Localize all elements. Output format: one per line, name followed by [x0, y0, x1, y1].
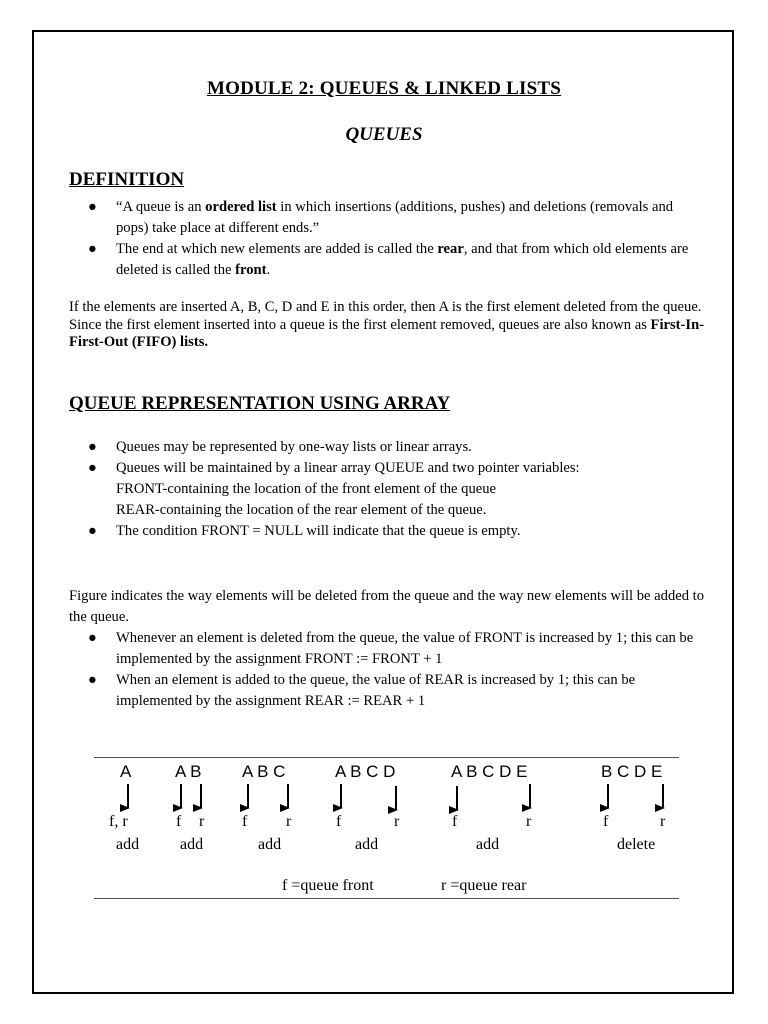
fifo-paragraph: If the elements are inserted A, B, C, D and E in this order, then A is the first element deleted from the queue. Since the first element inserted into a queue is the first element removed, queues are also known as First-In-First-Out (FIFO) lists. [69, 299, 705, 350]
list-item: ● “A queue is an ordered list in which insertions (additions, pushes) and deletions (removals and pops) take place at different ends.” [88, 199, 674, 236]
pointer-label: f, r [109, 813, 128, 830]
representation-heading: QUEUE REPRESENTATION USING ARRAY [69, 393, 451, 414]
operation-label: add [355, 836, 379, 853]
pointer-label: r [286, 813, 292, 830]
list-item: ● Queues may be represented by one-way lists or linear arrays. [69, 437, 709, 458]
bullet-icon: ● [88, 630, 97, 646]
legend-front: f =queue front [282, 877, 374, 894]
bullet-icon: ● [88, 523, 97, 539]
bullet-icon: ● [88, 439, 97, 455]
bullet-icon: ● [88, 241, 97, 257]
list-item: ● Whenever an element is deleted from the queue, the value of FRONT is increased by 1; this can be implemented by the assignment FRONT := FRONT + 1 [88, 630, 694, 667]
operation-label: add [116, 836, 140, 853]
operation-label: add [180, 836, 204, 853]
operation-label: add [258, 836, 282, 853]
queue-state-6: B C D E [601, 762, 663, 781]
figure-paragraph: Figure indicates the way elements will be deleted from the queue and the way new elements will be added to the queue. [69, 588, 705, 625]
legend-rear: r =queue rear [441, 877, 527, 894]
page-subtitle: QUEUES [345, 124, 423, 145]
pointer-label: f [176, 813, 182, 830]
pointer-label: r [660, 813, 666, 830]
module-title: MODULE 2: QUEUES & LINKED LISTS [206, 78, 562, 99]
list-item: ● Queues will be maintained by a linear array QUEUE and two pointer variables: FRONT-containing the location of the front element of the queue REAR-containing the location of the rear element of the queue. [88, 460, 580, 518]
bullet-icon: ● [88, 460, 97, 476]
pointer-label: f [452, 813, 458, 830]
queue-state-5: A B C D E [451, 762, 528, 781]
pointer-label: f [336, 813, 342, 830]
pointer-label: f [242, 813, 248, 830]
operation-label: delete [617, 836, 656, 853]
pointer-label: r [394, 813, 400, 830]
queue-state-2: A B [175, 762, 202, 781]
pointer-label: r [526, 813, 532, 830]
bullet-icon: ● [88, 199, 97, 215]
queue-state-4: A B C D [335, 762, 396, 781]
definition-heading: DEFINITION [69, 169, 185, 190]
queue-state-3: A B C [242, 762, 286, 781]
pointer-label: r [199, 813, 205, 830]
list-item: ● The condition FRONT = NULL will indicate that the queue is empty. [69, 521, 709, 542]
bullet-icon: ● [88, 672, 97, 688]
list-item: ● When an element is added to the queue, the value of REAR is increased by 1; this can be implemented by the assignment REAR := REAR + 1 [88, 672, 636, 709]
list-item: ● The end at which new elements are added is called the rear, and that from which old elements are deleted is called the front. [88, 241, 689, 278]
operation-label: add [476, 836, 500, 853]
queue-state-1: A [120, 762, 132, 781]
pointer-label: f [603, 813, 609, 830]
